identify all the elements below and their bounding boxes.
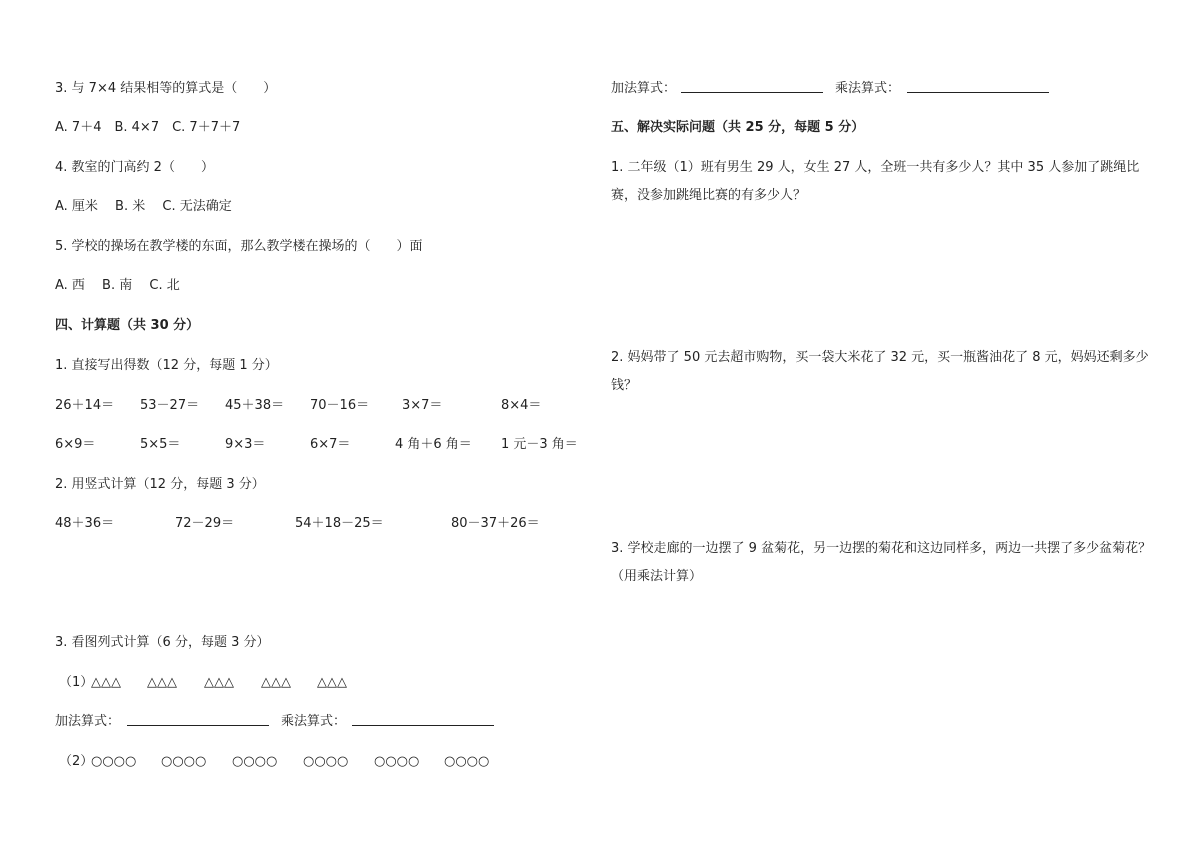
addition-formula-label: 加法算式： (55, 714, 121, 729)
question-4: 4. 教室的门高约 2（ ） (55, 160, 214, 175)
vertical-calc-item: 72－29＝ (175, 516, 235, 531)
question-3: 3. 与 7×4 结果相等的算式是（ ） (55, 81, 277, 96)
oral-calc-item: 5×5＝ (140, 437, 181, 452)
circle-group: ○○○○ (232, 754, 278, 769)
picture-1 (55, 674, 595, 692)
problem-1: 1. 二年级（1）班有男生 29 人，女生 27 人，全班一共有多少人？其中 35 人参加了跳绳比赛，没参加跳绳比赛的有多少人？ (611, 160, 1140, 203)
vertical-calc-row (55, 515, 595, 533)
question-5: 5. 学校的操场在教学楼的东面，那么教学楼在操场的（ ）面 (55, 239, 423, 254)
problem-2: 2. 妈妈带了 50 元去超市购物，买一袋大米花了 32 元，买一瓶酱油花了 8 元，妈妈还剩多少钱？ (611, 350, 1149, 393)
oral-calc-item: 70－16＝ (310, 398, 370, 413)
question-4-options: A. 厘米 B. 米 C. 无法确定 (55, 199, 232, 214)
triangle-group: △△△ (204, 675, 234, 690)
addition-formula-blank[interactable] (127, 713, 269, 732)
vertical-calc-item: 80－37＋26＝ (451, 516, 540, 531)
addition-formula-label: 加法算式： (611, 81, 677, 96)
picture-1-answer (55, 713, 595, 731)
vertical-calc-item: 48＋36＝ (55, 516, 115, 531)
section-4-sub-2: 2. 用竖式计算（12 分，每题 3 分） (55, 477, 265, 492)
triangle-group: △△△ (147, 675, 177, 690)
oral-calc-item: 53－27＝ (140, 398, 200, 413)
section-4-sub-1: 1. 直接写出得数（12 分，每题 1 分） (55, 358, 278, 373)
multiplication-formula-label: 乘法算式： (835, 81, 901, 96)
question-3-options: A. 7＋4 B. 4×7 C. 7＋7＋7 (55, 120, 241, 135)
multiplication-formula-blank[interactable] (907, 80, 1049, 99)
picture-2-answer (611, 80, 1171, 98)
oral-calc-row-1 (55, 397, 595, 415)
circle-group: ○○○○ (374, 754, 420, 769)
picture-2 (55, 753, 595, 771)
section-4-title: 四、计算题（共 30 分） (55, 318, 200, 333)
oral-calc-item: 1 元－3 角＝ (501, 437, 578, 452)
oral-calc-row-2 (55, 436, 595, 454)
multiplication-formula-blank[interactable] (352, 713, 494, 732)
oral-calc-item: 3×7＝ (402, 398, 443, 413)
triangle-group: △△△ (317, 675, 347, 690)
section-5-title: 五、解决实际问题（共 25 分，每题 5 分） (611, 120, 865, 135)
oral-calc-item: 6×9＝ (55, 437, 96, 452)
vertical-calc-item: 54＋18－25＝ (295, 516, 384, 531)
circle-group: ○○○○ (303, 754, 349, 769)
circle-group: ○○○○ (161, 754, 207, 769)
oral-calc-item: 45＋38＝ (225, 398, 285, 413)
oral-calc-item: 9×3＝ (225, 437, 266, 452)
circle-group: ○○○○ (91, 754, 137, 769)
circle-group: ○○○○ (444, 754, 490, 769)
triangle-group: △△△ (261, 675, 291, 690)
picture-1-label: （1） (59, 675, 94, 690)
question-5-options: A. 西 B. 南 C. 北 (55, 278, 180, 293)
oral-calc-item: 4 角＋6 角＝ (395, 437, 472, 452)
addition-formula-blank[interactable] (681, 80, 823, 99)
multiplication-formula-label: 乘法算式： (281, 714, 347, 729)
triangle-group: △△△ (91, 675, 121, 690)
problem-3: 3. 学校走廊的一边摆了 9 盆菊花，另一边摆的菊花和这边同样多，两边一共摆了多少盆菊花？（用乘法计算） (611, 541, 1152, 584)
oral-calc-item: 8×4＝ (501, 398, 542, 413)
section-4-sub-3: 3. 看图列式计算（6 分，每题 3 分） (55, 635, 270, 650)
oral-calc-item: 6×7＝ (310, 437, 351, 452)
oral-calc-item: 26＋14＝ (55, 398, 115, 413)
picture-2-label: （2） (59, 754, 94, 769)
